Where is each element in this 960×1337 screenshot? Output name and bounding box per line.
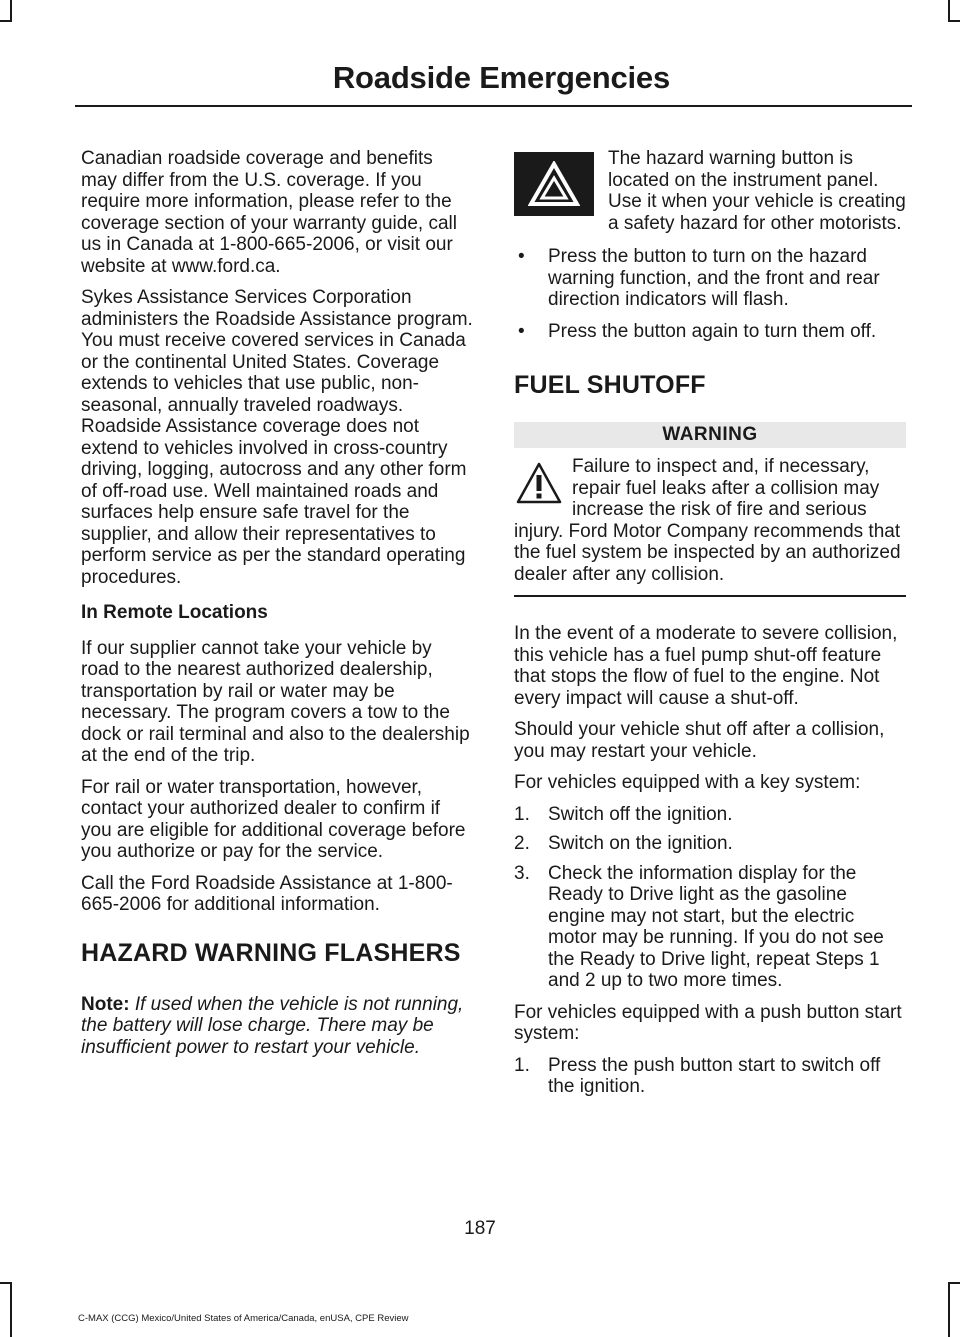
note-paragraph (81, 994, 473, 1059)
hazard-description: The hazard warning button is located on the instrument panel. Use it when your vehicle is creating a safety hazard for other motorists. (608, 148, 906, 234)
paragraph-call-roadside: Call the Ford Roadside Assistance at 1-800-665-2006 for additional information. (81, 872, 453, 915)
paragraph-restart: Should your vehicle shut off after a collision, you may restart your vehicle. (514, 719, 885, 762)
crop-mark (0, 20, 12, 22)
paragraph-push-button: For vehicles equipped with a push button start system: (514, 1001, 902, 1044)
section-hazard-warning-flashers: HAZARD WARNING FLASHERS (81, 938, 461, 967)
hazard-block (514, 148, 906, 234)
note-label: Note: (81, 993, 130, 1015)
crop-mark (948, 20, 960, 22)
paragraph-collision: In the event of a moderate to severe collision, this vehicle has a fuel pump shut-off feature that stops the flow of fuel to the engine. Not every impact will cause a shut-off. (514, 623, 898, 709)
hazard-triangle-icon (514, 152, 594, 216)
list-item: • Press the button to turn on the hazard warning function, and the front and rear direction indicators will flash. (518, 246, 880, 310)
note-text: If used when the vehicle is not running, the battery will lose charge. There may be insufficient power to restart your vehicle. (81, 993, 464, 1058)
warning-exclamation-icon (516, 462, 562, 504)
list-item: • Press the button again to turn them off. (518, 320, 877, 342)
crop-mark (948, 1282, 950, 1337)
crop-mark (10, 0, 12, 20)
paragraph-canadian-coverage: Canadian roadside coverage and benefits may differ from the U.S. coverage. If you require more information, please refer to the coverage section of your warranty guide, call us in Canada at 1-800-665-2006, or visit our website at www.ford.ca. (81, 148, 457, 277)
paragraph-sykes: Sykes Assistance Services Corporation administers the Roadside Assistance program. You must receive covered services in Canada or the continental United States. Coverage extends to vehicles that use public, non-seasonal, annually traveled roadways. Roadside Assistance coverage does not extend to vehicles involved in cross-country driving, logging, autocross and any other form of off-road use. Well maintained roads and surfaces help ensure safe travel for the supplier, and allow their representatives to perform service as per the standard operating procedures. (81, 287, 473, 588)
warning-box (514, 456, 906, 597)
push-button-steps (514, 1055, 906, 1098)
hazard-bullet-list (514, 246, 906, 342)
warning-text: Failure to inspect and, if necessary, repair fuel leaks after a collision may increase the risk of fire and serious injury. Ford Motor Company recommends that the fuel system be inspected by an authorized dealer after any collision. (514, 456, 901, 585)
list-item: 1. Press the push button start to switch off the ignition. (514, 1054, 881, 1097)
crop-mark (948, 1282, 960, 1284)
paragraph-rail-water: For rail or water transportation, however, contact your authorized dealer to confirm if you are eligible for additional coverage before you authorize or pay for the service. (81, 776, 466, 862)
right-column (514, 148, 906, 1106)
list-item: 1. Switch off the ignition. (514, 803, 733, 825)
section-fuel-shutoff: FUEL SHUTOFF (514, 371, 706, 399)
crop-mark (10, 1282, 12, 1337)
paragraph-remote: If our supplier cannot take your vehicle by road to the nearest authorized dealership, transportation by rail or water may be necessary. The program covers a tow to the dock or rail terminal and also to the dealership at the end of the trip. (81, 637, 470, 766)
list-item: 3. Check the information display for the Ready to Drive light as the gasoline engine may not start, but the electric motor may be running. If you do not see the Ready to Drive light, repeat Steps 1 and 2 up to two more times. (514, 862, 884, 991)
page-number: 187 (464, 1218, 496, 1239)
warning-header: WARNING (514, 422, 906, 448)
header-rule (75, 105, 912, 107)
key-system-steps (514, 804, 906, 992)
subhead-remote-locations: In Remote Locations (81, 602, 268, 623)
page-title: Roadside Emergencies (332, 60, 670, 95)
paragraph-key-system: For vehicles equipped with a key system: (514, 772, 861, 793)
list-item: 2. Switch on the ignition. (514, 833, 733, 854)
crop-mark (948, 0, 950, 20)
left-column (81, 148, 473, 1068)
crop-mark (0, 1282, 12, 1284)
footer-doc-info: C-MAX (CCG) Mexico/United States of America/Canada, enUSA, CPE Review (78, 1313, 409, 1324)
